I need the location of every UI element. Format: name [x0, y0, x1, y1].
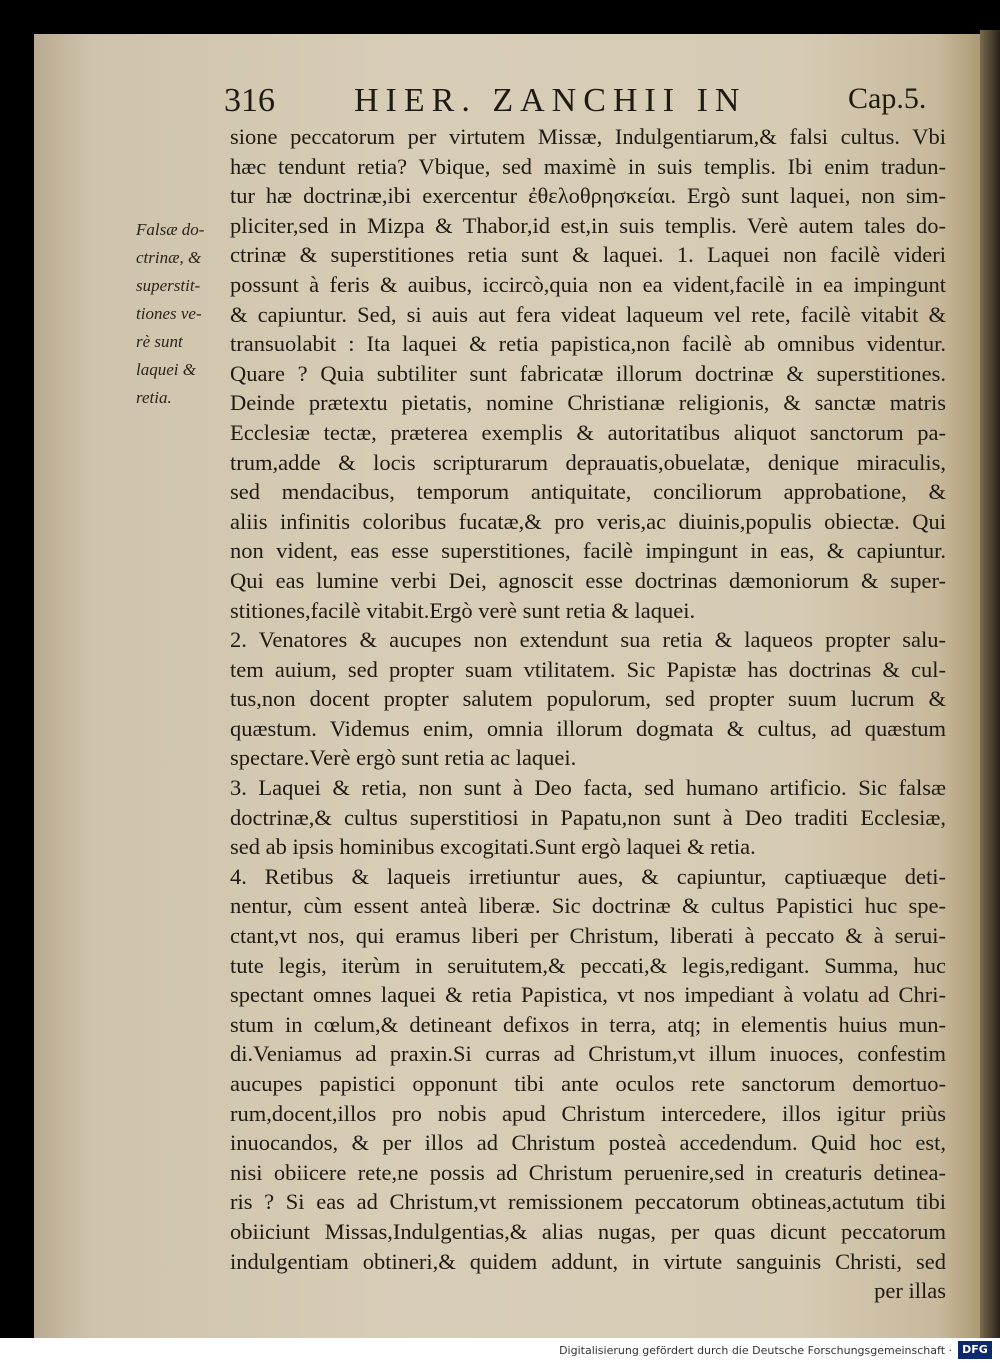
text-line: indulgentiam obtineri,& quidem addunt, in virtute sanguinis Christi, sed	[230, 1248, 946, 1274]
text-line: possunt à feris & auibus, iccircò,quia non ea vident,facilè in ea impingunt	[230, 271, 946, 297]
text-line: Quare ? Quia subtiliter sunt fabricatæ illorum doctrinæ & superstitiones.	[230, 360, 946, 386]
text-line: doctrinæ,& cultus superstitiosi in Papatu,non sunt à Deo traditi Ecclesiæ,	[230, 804, 946, 830]
text-line: 2. Venatores & aucupes non extendunt sua retia & laqueos propter salu-	[230, 627, 946, 653]
text-line: inuocandos, & per illos ad Christum posteà accedendum. Quid hoc est,	[230, 1130, 946, 1156]
text-line: quæstum. Videmus enim, omnia illorum dogmata & cultus, ad quæstum	[230, 715, 946, 741]
dfg-logo: DFG	[958, 1341, 992, 1359]
text-line: sed ab ipsis hominibus excogitati.Sunt ergò laquei & retia.	[230, 834, 756, 860]
running-title: HIER. ZANCHII IN	[354, 82, 747, 119]
text-line: ctrinæ & superstitiones retia sunt & laquei. 1. Laquei non facilè videri	[230, 242, 946, 268]
text-line: Qui eas lumine verbi Dei, agnoscit esse doctrinas dæmoniorum & super-	[230, 567, 946, 593]
text-line: aliis infinitis coloribus fucatæ,& pro veris,ac diuinis,populis obiectæ. Qui	[230, 508, 946, 534]
text-line: transuolabit : Ita laquei & retia papistica,non facilè ab omnibus videntur.	[230, 331, 946, 357]
text-line: Ecclesiæ tectæ, præterea exemplis & autoritatibus aliquot sanctorum pa-	[230, 419, 946, 445]
text-line: pliciter,sed in Mizpa & Thabor,id est,in suis templis. Verè autem tales do-	[230, 212, 946, 238]
text-line: stum in cœlum,& detineant defixos in terra, atq; in elementis huius mun-	[230, 1011, 946, 1037]
text-line: sione peccatorum per virtutem Missæ, Indulgentiarum,& falsi cultus. Vbi	[230, 124, 946, 149]
text-line: nisi obiicere rete,ne possis ad Christum peruenire,sed in creaturis detinea-	[230, 1159, 946, 1185]
text-line: sed mendacibus, temporum antiquitate, conciliorum approbatione, &	[230, 479, 946, 505]
text-line: obiiciunt Missas,Indulgentias,& alias nugas, per quas dicunt peccatorum	[230, 1218, 946, 1244]
page-edge	[980, 30, 1000, 1350]
text-line: Deinde prætextu pietatis, nomine Christianæ religionis, & sanctæ matris	[230, 390, 946, 416]
footer-bar	[0, 1338, 1000, 1364]
text-line: trum,adde & locis scripturarum deprauatis,obuelatæ, denique miraculis,	[230, 449, 946, 475]
text-line: 3. Laquei & retia, non sunt à Deo facta, sed humano artificio. Sic falsæ	[230, 775, 946, 801]
running-head	[0, 82, 1000, 122]
text-line: stitiones,facilè vitabit.Ergò verè sunt retia & laquei.	[230, 597, 696, 623]
text-line: tus,non docent propter salutem populorum, sed propter suum lucrum &	[230, 686, 946, 712]
catchword: per illas	[874, 1278, 946, 1304]
text-line: ctant,vt nos, qui eramus liberi per Christum, liberati à peccato & à serui-	[230, 923, 946, 949]
text-line: 4. Retibus & laqueis irretiuntur aues, & capiuntur, captiuæque deti-	[230, 863, 946, 889]
funding-credit: Digitalisierung gefördert durch die Deutsche Forschungsgemeinschaft ·	[559, 1344, 952, 1357]
text-line: non vident, eas esse superstitiones, facilè impingunt in eas, & capiuntur.	[230, 538, 946, 564]
text-line: spectant omnes laquei & retia Papistica, vt nos impediant à volatu ad Chri-	[230, 982, 946, 1008]
text-line: rum,docent,illos pro nobis apud Christum intercedere, illos igitur priùs	[230, 1100, 946, 1126]
page-number: 316	[224, 82, 275, 119]
text-line: ris ? Si eas ad Christum,vt remissionem peccatorum obtineas,actutum tibi	[230, 1189, 946, 1215]
text-line: aucupes papistici opponunt tibi ante oculos rete sanctorum demortuo-	[230, 1071, 946, 1096]
text-line: hæc tendunt retia? Vbique, sed maximè in suis templis. Ibi enim tradun-	[230, 153, 946, 179]
body-text	[230, 122, 946, 1306]
text-line: tur hæ doctrinæ,ibi exercentur ἐθελοθρησκείαι. Ergò sunt laquei, non sim-	[230, 183, 946, 209]
text-line: nentur, cùm essent anteà liberæ. Sic doctrinæ & cultus Papistici huc spe-	[230, 893, 946, 919]
marginal-note: Falsæ do- ctrinæ, & superstit- tiones ve- rè sunt laquei & retia.	[136, 220, 205, 407]
text-line: tute legis, iterùm in seruitutem,& peccati,& legis,redigant. Summa, huc	[230, 952, 946, 978]
text-line: spectare.Verè ergò sunt retia ac laquei.	[230, 745, 577, 771]
chapter-label: Cap.5.	[848, 82, 927, 115]
text-line: & capiuntur. Sed, si auis aut fera videat laqueum vel rete, facilè vitabit &	[230, 301, 946, 327]
text-line: tem auium, sed propter suam vtilitatem. Sic Papistæ has doctrinas & cul-	[230, 656, 946, 682]
text-line: di.Veniamus ad praxin.Si curras ad Christum,vt illum inuoces, confestim	[230, 1041, 946, 1067]
